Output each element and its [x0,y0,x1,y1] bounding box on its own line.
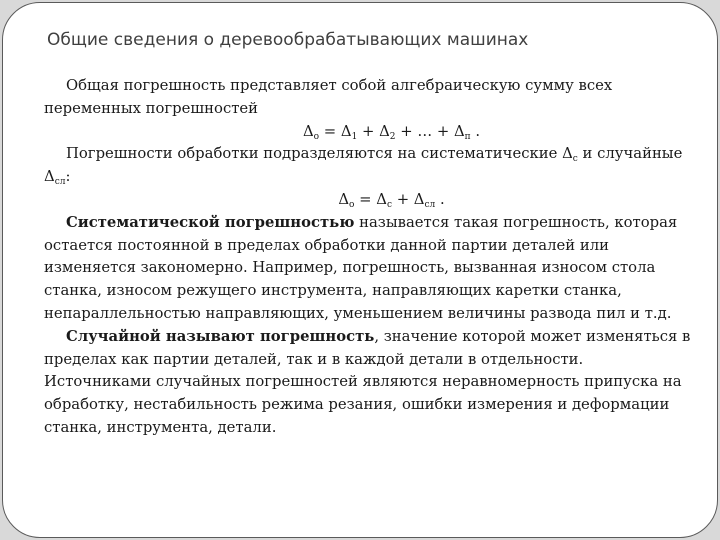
formula-error-decomposition [44,189,694,212]
formula-text: + Δ [357,122,390,140]
paragraph-text: называется такая погрешность, которая остается постоянной в пределах обработки данной партии деталей или изменяется закономерно. Например, погрешность, вызванная износом стола станка, износом режущего инструмента, направляющих каретки станка, непараллельностью направляющих, уменьшением величины развода пил и т.д. [44,213,678,322]
paragraph-total-error: Общая погрешность представляет собой алгебраическую сумму всех переменных погрешностей [44,77,613,117]
paragraph-text: : [65,168,71,186]
formula-text: + … + Δ [395,122,465,140]
formula-subscript: п [464,131,471,142]
paragraph-text: , значение которой может изменяться в пределах как партии деталей, так и в каждой детали в отдельности. Источниками случайных погрешностей являются неравномерность припуска на обработку, нестабильность режима резания, ошибки измерения и деформации станка, инструмента, детали. [44,327,691,436]
formula-symbol: Δ [302,122,314,140]
formula-subscript: о [313,131,320,142]
paragraph-text: и случайные Δ [44,145,683,186]
formula-total-error-sum [44,121,694,144]
formula-text: . [470,122,481,140]
formula-subscript: с [386,199,392,210]
formula-subscript: с [572,154,578,165]
paragraph-systematic-error [44,212,694,326]
formula-text: = Δ [319,122,352,140]
formula-subscript: 1 [351,131,358,142]
paragraph-error-types [44,143,694,189]
paragraph-random-error [44,326,694,440]
formula-text: + Δ [391,190,425,208]
slide-frame [2,2,718,538]
formula-text: . [435,190,445,208]
formula-subscript: сл [424,199,436,210]
paragraph-text: Погрешности обработки подразделяются на систематические Δ [66,145,573,163]
formula-subscript: сл [54,177,66,188]
slide-title: Общие сведения о деревообрабатывающих машинах [47,30,529,50]
slide-body [44,75,694,440]
term-random-error: Случайной называют погрешность [66,327,375,345]
term-systematic-error: Систематической погрешностью [66,213,355,231]
formula-symbol: Δ [338,190,350,208]
formula-subscript: 2 [389,131,396,142]
formula-text: = Δ [354,190,387,208]
formula-subscript: о [349,199,355,210]
